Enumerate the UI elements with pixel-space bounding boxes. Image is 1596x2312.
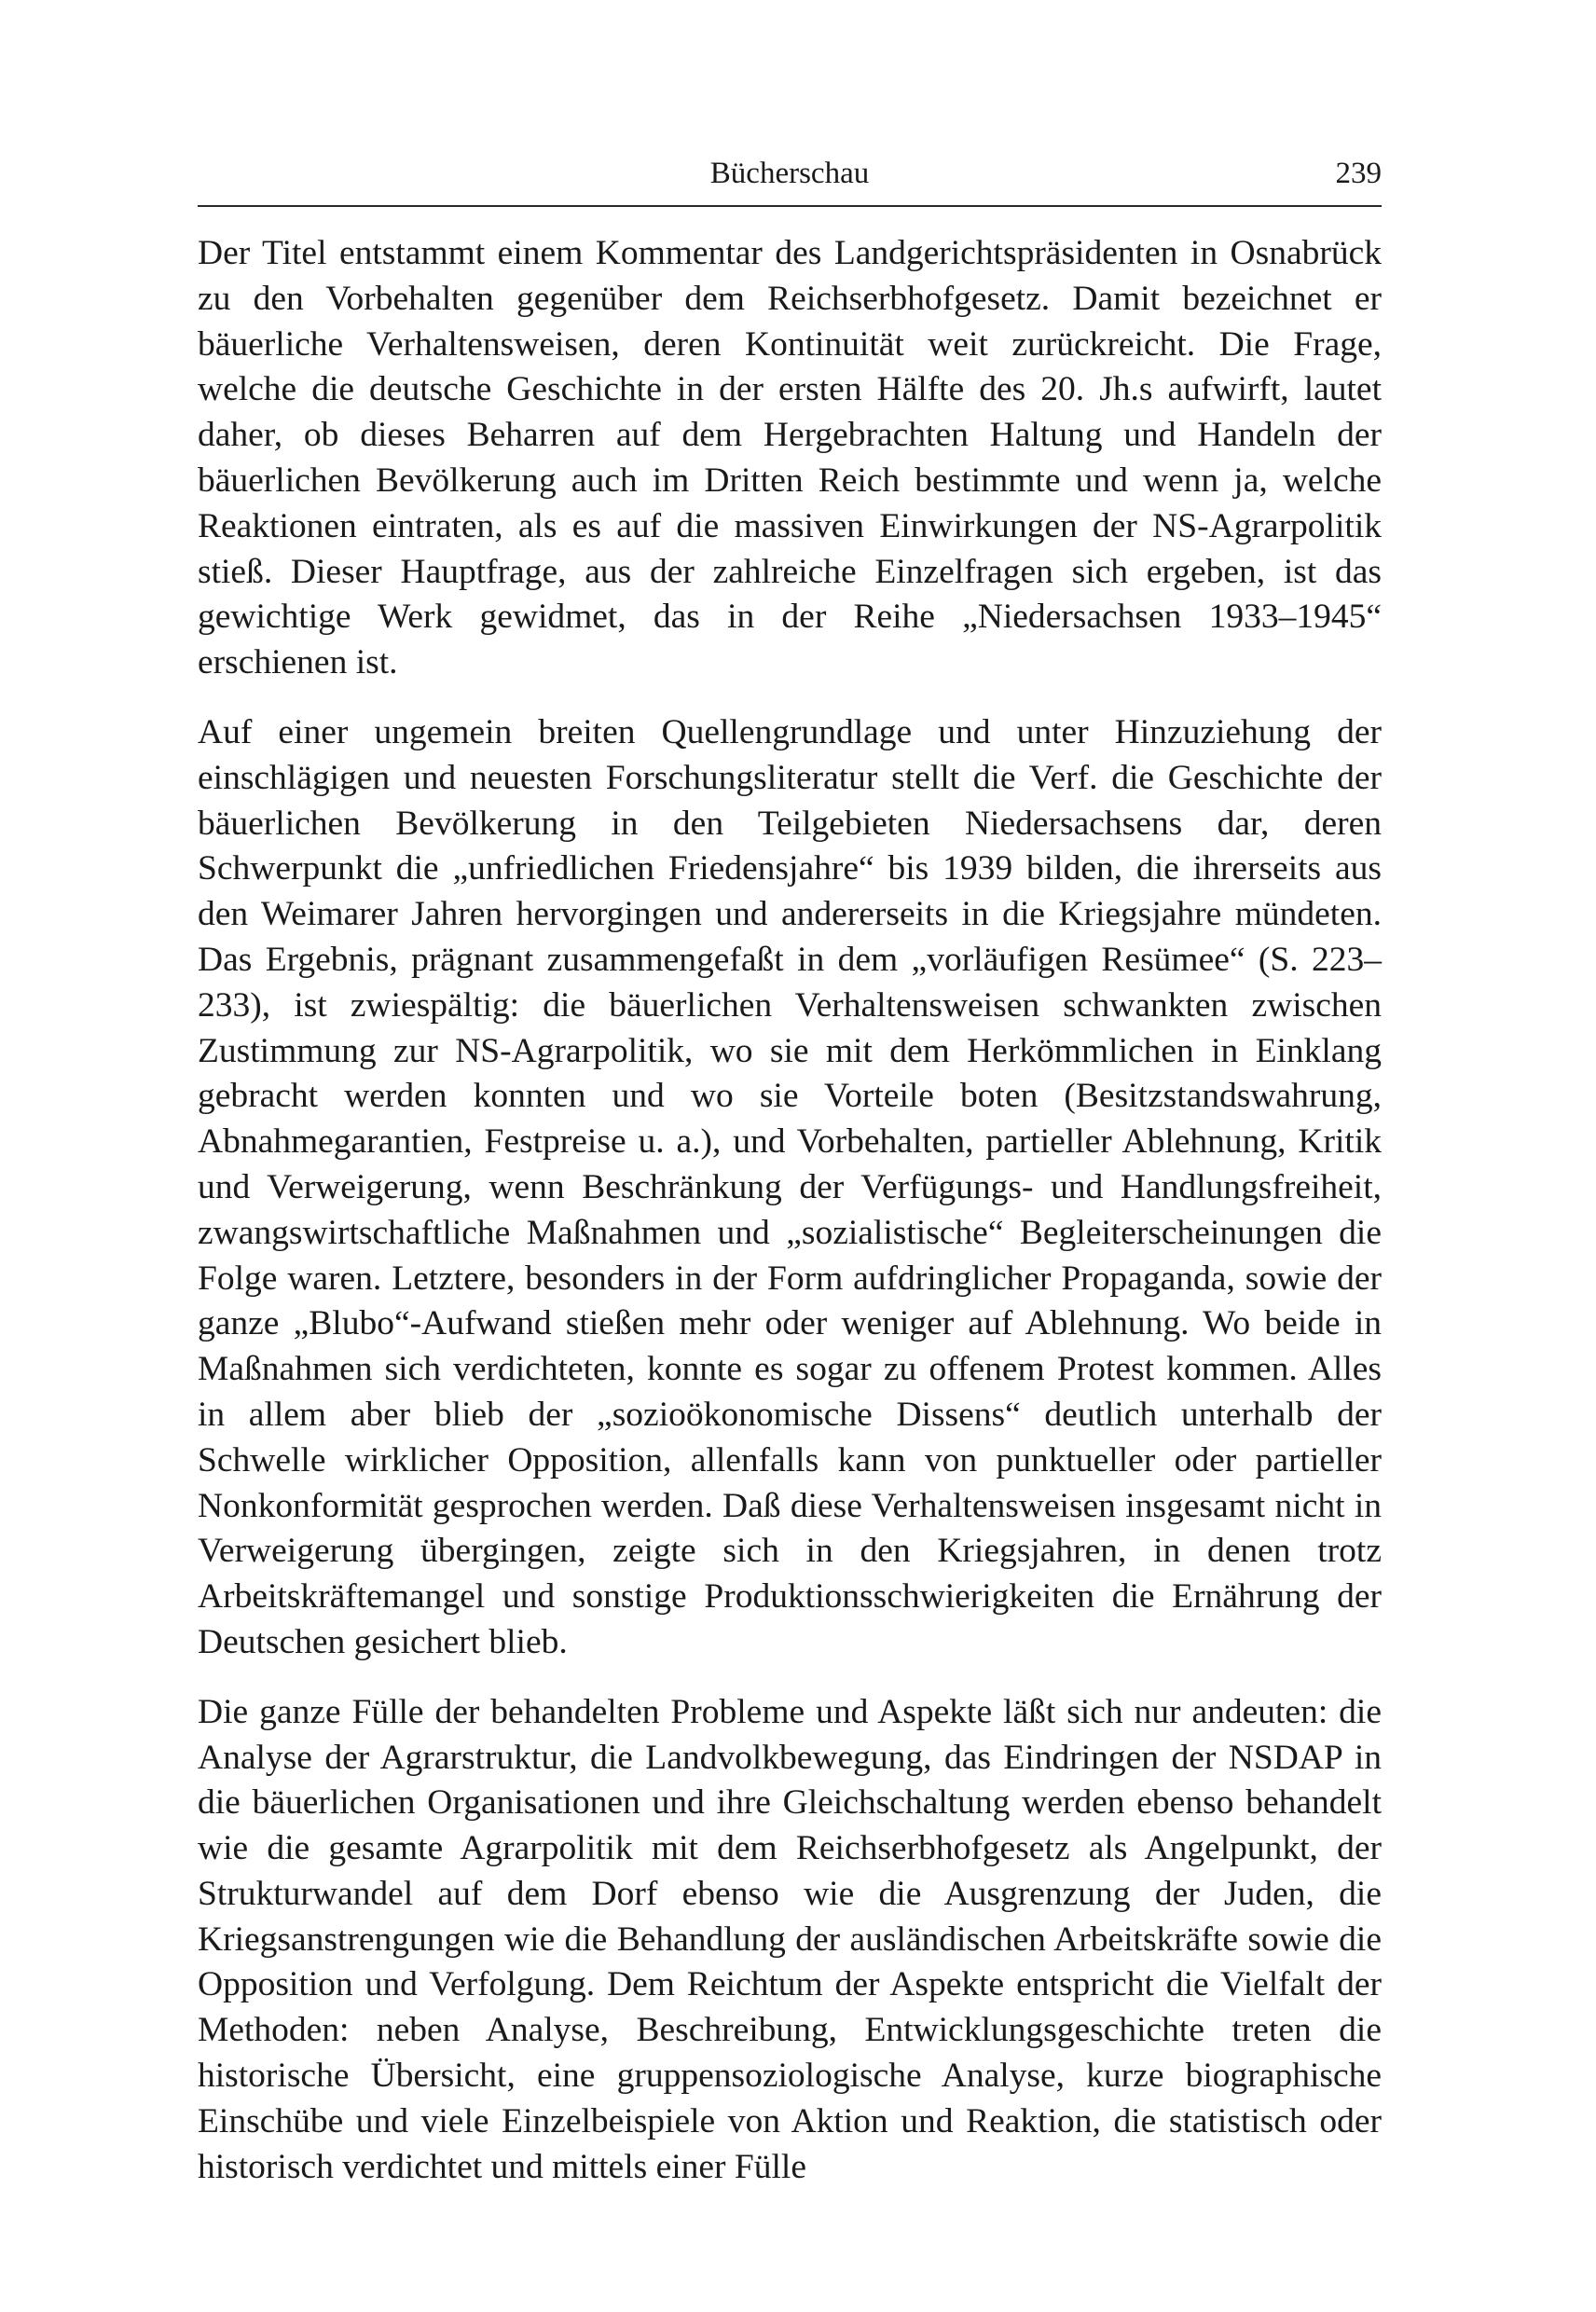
paragraph-2: Auf einer ungemein breiten Quellengrundlage und unter Hinzuziehung der einschlägigen und neuesten Forschungsliteratur stellt die Verf. die Geschichte der bäuerlichen Bevölkerung in den Teilgebieten Niedersachsens dar, deren Schwerpunkt die „unfriedlichen Friedensjahre“ bis 1939 bilden, die ihrerseits aus den Weimarer Jahren hervorgingen und andererseits in die Kriegsjahre mündeten. Das Ergebnis, prägnant zusammengefaßt in dem „vorläufigen Resümee“ (S. 223–233), ist zwiespältig: die bäuerlichen Verhaltensweisen schwankten zwischen Zustimmung zur NS-Agrarpolitik, wo sie mit dem Herkömmlichen in Einklang gebracht werden konnten und wo sie Vorteile boten (Besitzstandswahrung, Abnahmegarantien, Festpreise u. a.), und Vorbehalten, partieller Ablehnung, Kritik und Verweigerung, wenn Beschränkung der Verfügungs- und Handlungsfreiheit, zwangswirtschaftliche Maßnahmen und „sozialistische“ Begleiterscheinungen die Folge waren. Letztere, besonders in der Form aufdringlicher Propaganda, sowie der ganze „Blubo“-Aufwand stießen mehr oder weniger auf Ablehnung. Wo beide in Maßnahmen sich verdichteten, konnte es sogar zu offenem Protest kommen. Alles in allem aber blieb der „sozioökonomische Dissens“ deutlich unterhalb der Schwelle wirklicher Opposition, allenfalls kann von punktueller oder partieller Nonkonformität gesprochen werden. Daß diese Verhaltensweisen insgesamt nicht in Verweigerung übergingen, zeigte sich in den Kriegsjahren, in denen trotz Arbeitskräftemangel und sonstige Produktionsschwierigkeiten die Ernährung der Deutschen gesichert blieb. xyxy=(198,712,1382,1661)
running-title: Bücherschau xyxy=(709,157,870,190)
page-number: 239 xyxy=(1335,157,1382,190)
body-text xyxy=(198,231,1382,2190)
paragraph-3: Die ganze Fülle der behandelten Probleme und Aspekte läßt sich nur andeuten: die Analyse der Agrarstruktur, die Landvolkbewegung, das Eindringen der NSDAP in die bäuerlichen Organisationen und ihre Gleichschaltung werden ebenso behandelt wie die gesamte Agrarpolitik mit dem Reichserbhofgesetz als Angelpunkt, der Strukturwandel auf dem Dorf ebenso wie die Ausgrenzung der Juden, die Kriegsanstrengungen wie die Behandlung der ausländischen Arbeitskräfte sowie die Opposition und Verfolgung. Dem Reichtum der Aspekte entspricht die Vielfalt der Methoden: neben Analyse, Beschreibung, Entwicklungsgeschichte treten die historische Übersicht, eine gruppensoziologische Analyse, kurze biographische Einschübe und viele Einzelbeispiele von Aktion und Reaktion, die statistisch oder historisch verdichtet und mittels einer Fülle xyxy=(198,1692,1382,2186)
paragraph-1: Der Titel entstammt einem Kommentar des Landgerichtspräsidenten in Osnabrück zu den Vorbehalten gegenüber dem Reichserbhofgesetz. Damit bezeichnet er bäuerliche Verhaltensweisen, deren Kontinuität weit zurückreicht. Die Frage, welche die deutsche Geschichte in der ersten Hälfte des 20. Jh.s aufwirft, lautet daher, ob dieses Beharren auf dem Hergebrachten Haltung und Handeln der bäuerlichen Bevölkerung auch im Dritten Reich bestimmte und wenn ja, welche Reaktionen eintraten, als es auf die massiven Einwirkungen der NS-Agrarpolitik stieß. Dieser Hauptfrage, aus der zahlreiche Einzelfragen sich ergeben, ist das gewichtige Werk gewidmet, das in der Reihe „Niedersachsen 1933–1945“ erschienen ist. xyxy=(198,234,1382,682)
header-rule xyxy=(198,205,1382,207)
running-head xyxy=(198,149,1382,198)
book-page xyxy=(198,149,1382,2190)
